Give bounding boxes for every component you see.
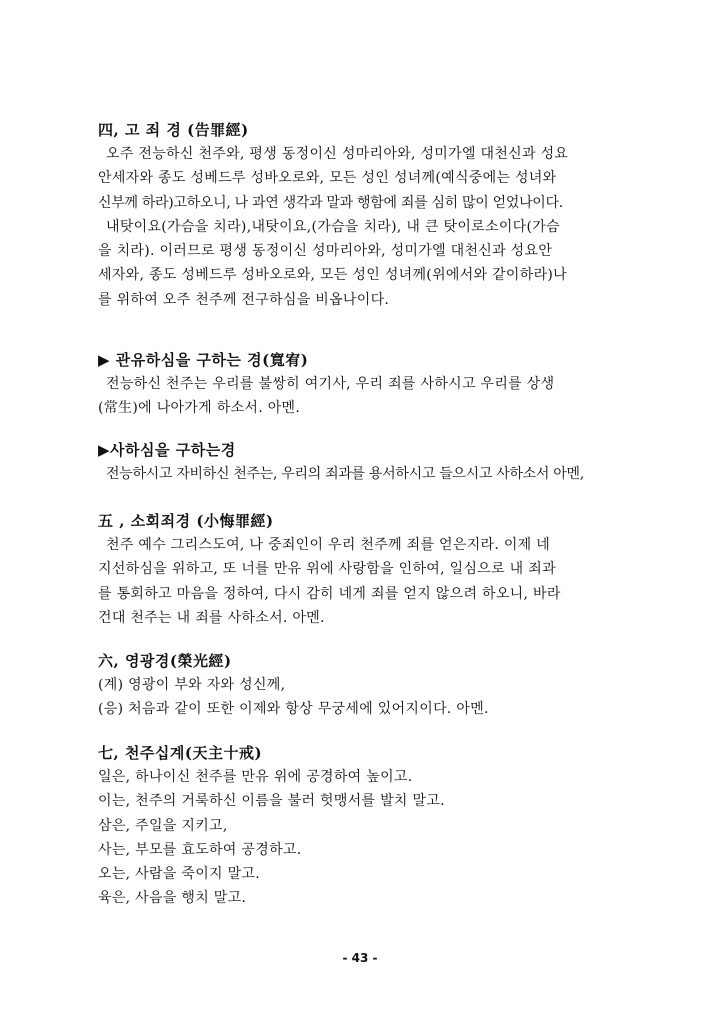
- section-heading: 七, 천주십계(天主十戒): [98, 744, 263, 762]
- text-line: (계) 영광이 부와 자와 성신께,: [98, 677, 286, 693]
- text-line: 를 통회하고 마음을 정하여, 다시 감히 네게 죄를 얻지 않으려 하오니, 바라: [98, 585, 561, 602]
- page-number: - 43 -: [342, 951, 378, 965]
- text-line: 오주 전능하신 천주와, 평생 동정이신 성마리아와, 성미가엘 대천신과 성요: [106, 146, 569, 162]
- text-line: 를 위하여 오주 천주께 전구하심을 비옵나이다.: [98, 291, 390, 308]
- section-heading: 五 , 소회죄경 (小悔罪經): [98, 512, 274, 530]
- commandment-line: 사는, 부모를 효도하여 공경하고.: [98, 841, 302, 858]
- commandment-line: 이는, 천주의 거룩하신 이름을 불러 헛맹서를 발치 말고.: [98, 793, 445, 810]
- section-glory-be: [98, 649, 626, 722]
- section-ten-commandments: [98, 741, 626, 911]
- text-line: 을 치라). 이러므로 평생 동정이신 성마리아와, 성미가엘 대천신과 성요안: [98, 243, 553, 260]
- section-heading: 四, 고 죄 경 (告罪經): [98, 121, 249, 139]
- section-confiteor: [98, 118, 626, 312]
- text-line: 건대 천주는 내 죄를 사하소서. 아멘.: [98, 609, 325, 626]
- section-act-of-contrition: [98, 509, 626, 630]
- commandment-line: 오는, 사람을 죽이지 말고.: [98, 866, 260, 883]
- commandment-line: 육은, 사음을 행치 말고.: [98, 890, 247, 907]
- section-pardon-prayer: [98, 348, 626, 421]
- text-line: 지선하심을 위하고, 또 너를 만유 위에 사랑함을 인하여, 일심으로 내 죄과: [98, 561, 556, 578]
- text-line: 내탓이요(가슴을 치라),내탓이요,(가슴을 치라), 내 큰 탓이로소이다(가슴: [106, 218, 560, 235]
- commandment-line: 삼은, 주일을 지키고,: [98, 817, 228, 834]
- text-line: 신부께 하라)고하오니, 나 과연 생각과 말과 행함에 죄를 심히 많이 얻었나이다.: [98, 194, 563, 211]
- text-line: 천주 예수 그리스도여, 나 중죄인이 우리 천주께 죄를 얻은지라. 이제 네: [106, 537, 551, 553]
- text-line: 세자와, 종도 성베드루 성바오로와, 모든 성인 성녀께(위에서와 같이하라)나: [98, 267, 567, 284]
- text-line: 전능하신 천주는 우리를 불쌍히 여기사, 우리 죄를 사하시고 우리를 상생: [106, 376, 555, 392]
- text-line: (응) 처음과 같이 또한 이제와 항상 무궁세에 있어지이다. 아멘.: [98, 701, 489, 718]
- section-heading: ▶ 관유하심을 구하는 경(寬宥): [98, 351, 309, 369]
- text-line: 전능하시고 자비하신 천주는, 우리의 죄과를 용서하시고 들으시고 사하소서 아멘,: [106, 466, 584, 482]
- text-line: (常生)에 나아가게 하소서. 아멘.: [98, 400, 301, 417]
- section-heading: ▶사하심을 구하는경: [98, 441, 236, 459]
- section-forgiveness-prayer: [98, 438, 626, 486]
- text-line: 안세자와 종도 성베드루 성바오로와, 모든 성인 성녀께(예식중에는 성녀와: [98, 170, 557, 187]
- commandment-line: 일은, 하나이신 천주를 만유 위에 공경하여 높이고.: [98, 769, 413, 785]
- section-heading: 六, 영광경(榮光經): [98, 652, 232, 670]
